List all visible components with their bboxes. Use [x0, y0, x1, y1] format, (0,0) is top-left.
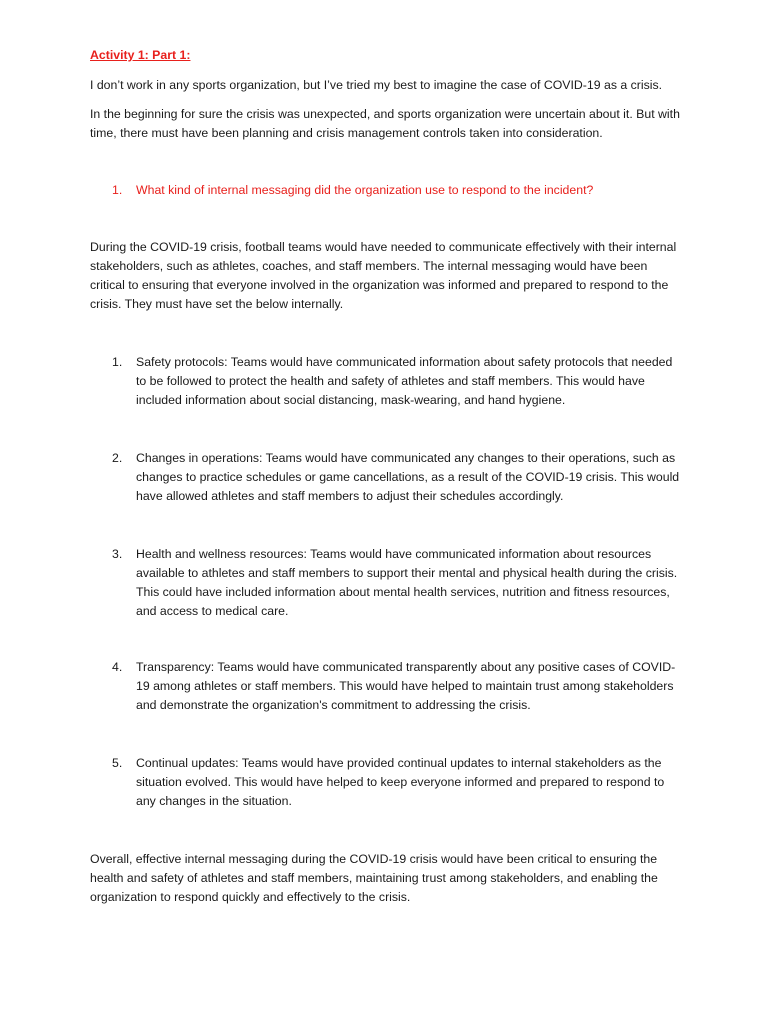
list-item [112, 658, 682, 715]
list-item-text: Transparency: Teams would have communicated transparently about any positive cases of COVID-19 among athletes or staff members. This would have helped to maintain trust among stakeholders and demonstrate the organization's commitment to addressing the crisis. [136, 660, 676, 712]
question-item [112, 181, 692, 200]
list-item-number: 3. [112, 547, 123, 561]
list-item [112, 754, 682, 811]
list-item-text: Continual updates: Teams would have provided continual updates to internal stakeholders as the situation evolved. This would have helped to keep everyone informed and prepared to respond to any changes in the situation. [136, 756, 665, 808]
question-text: What kind of internal messaging did the organization use to respond to the incident? [136, 183, 594, 197]
context-paragraph: In the beginning for sure the crisis was unexpected, and sports organization were uncertain about it. But with time, there must have been planning and crisis management controls taken into consideration. [90, 107, 680, 140]
activity-heading: Activity 1: Part 1: [90, 48, 191, 62]
overall-paragraph: Overall, effective internal messaging during the COVID-19 crisis would have been critical to ensuring the health and safety of athletes and staff members, maintaining trust among stakeholders, and enabling the organization to respond quickly and effectively to the crisis. [90, 852, 658, 904]
list-item [112, 545, 682, 621]
question-number: 1. [112, 183, 123, 197]
intro-paragraph: I don’t work in any sports organization, but I’ve tried my best to imagine the case of COVID-19 as a crisis. [90, 78, 663, 92]
list-item-number: 4. [112, 660, 123, 674]
list-item-text: Health and wellness resources: Teams would have communicated information about resources available to athletes and staff members to support their mental and physical health during the crisis. This could have included information about mental health services, nutrition and fitness resources, and access to medical care. [136, 547, 678, 618]
list-item-text: Changes in operations: Teams would have communicated any changes to their operations, such as changes to practice schedules or game cancellations, as a result of the COVID-19 crisis. This would have allowed athletes and staff members to adjust their schedules accordingly. [136, 451, 680, 503]
list-item [112, 353, 682, 410]
list-item-number: 5. [112, 756, 123, 770]
list-item-text: Safety protocols: Teams would have communicated information about safety protocols that needed to be followed to protect the health and safety of athletes and staff members. This would have included information about social distancing, mask-wearing, and hand hygiene. [136, 355, 673, 407]
during-paragraph: During the COVID-19 crisis, football teams would have needed to communicate effectively with their internal stakeholders, such as athletes, coaches, and staff members. The internal messaging would have been critical to ensuring that everyone involved in the organization was informed and prepared to respond to the crisis. They must have set the below internally. [90, 240, 677, 311]
list-item-number: 1. [112, 355, 123, 369]
list-item-number: 2. [112, 451, 123, 465]
list-item [112, 449, 682, 506]
